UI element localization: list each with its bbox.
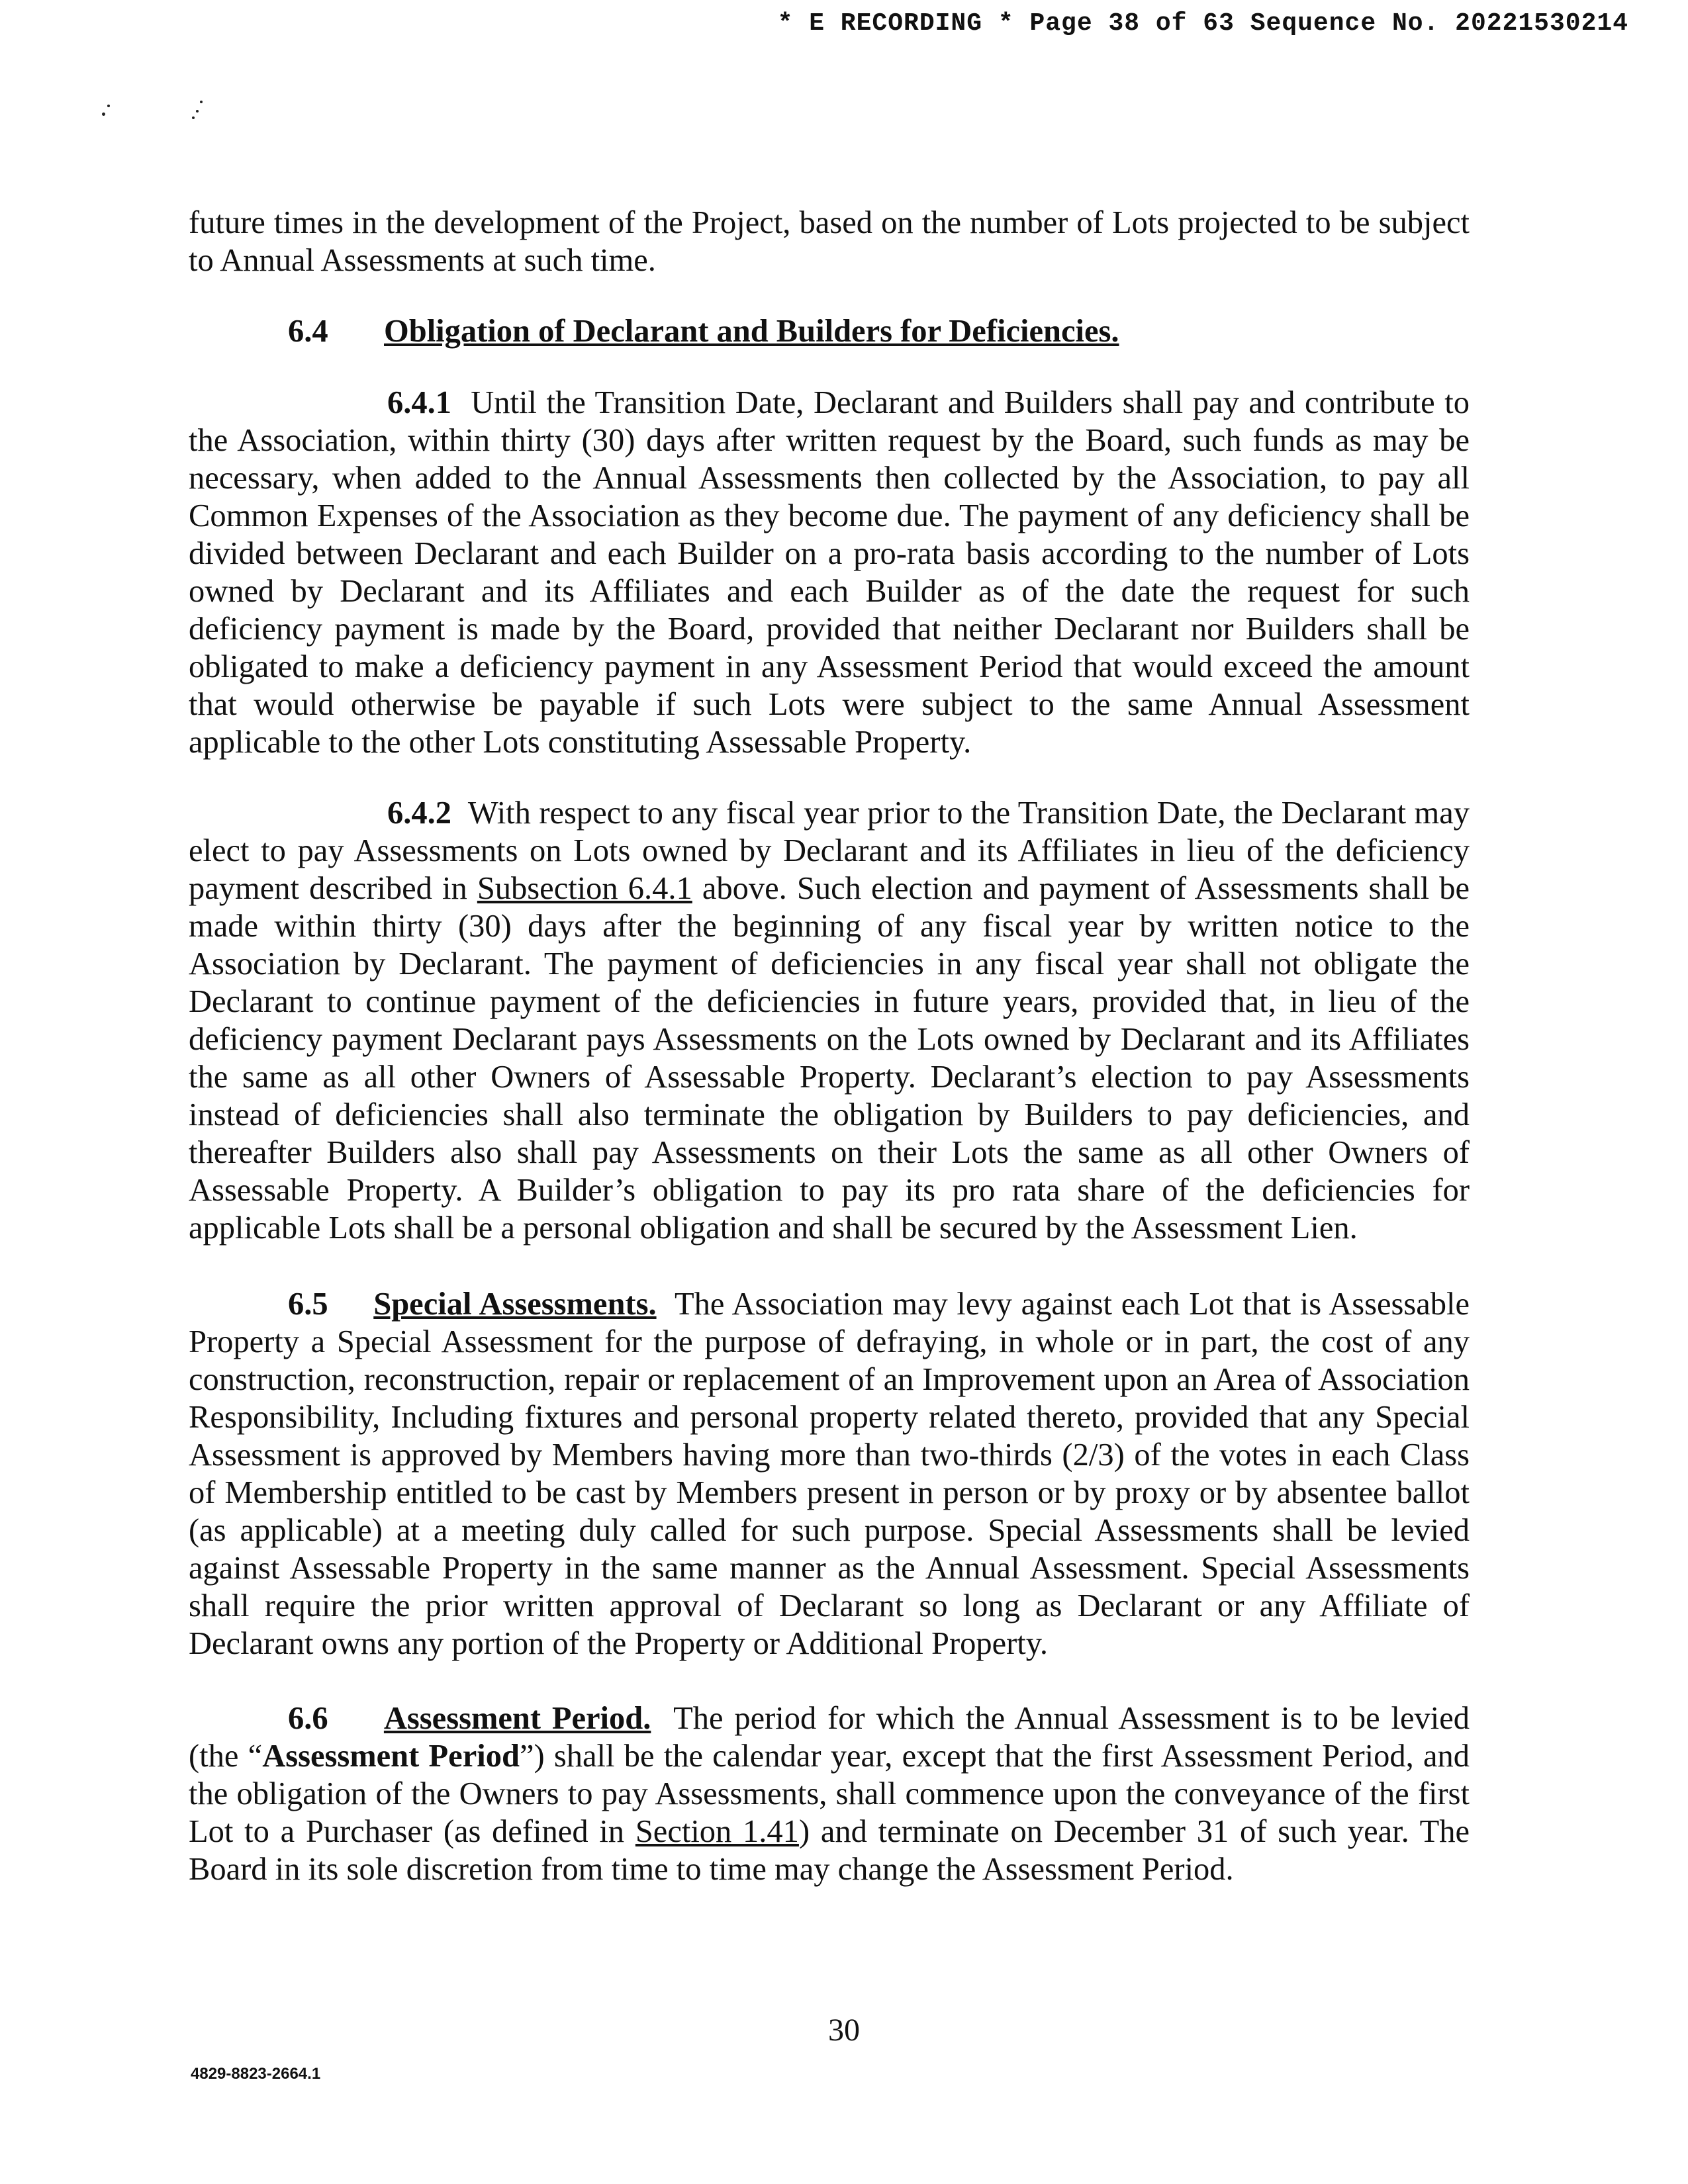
section-6-5-title: Special Assessments. [373,1287,657,1322]
page-number: 30 [828,2013,860,2048]
continuation-text: future times in the development of the Project, based on the number of Lots projected to be subject to Annual Assessments at such time. [189,205,1470,278]
section-6-6-title: Assessment Period. [383,1701,651,1736]
section-1-41-reference: Section 1.41 [635,1814,799,1849]
section-6-4-2-text-after: above. Such election and payment of Assessments shall be made within thirty (30) days after the beginning of any fiscal year by written notice to the Association by Declarant. The payment of deficiencies in any fiscal year shall not obligate the Declarant to continue payment of the deficiencies in future years, provided that, in lieu of the deficiency payment Declarant pays Assessments on the Lots owned by Declarant and its Affiliates the same as all other Owners of Assessable Property. Declarant’s election to pay Assessments instead of deficiencies shall also terminate the obligation by Builders to pay deficiencies, and thereafter Builders also shall pay Assessments on their Lots the same as all other Owners of Assessable Property. A Builder’s obligation to pay its pro rata share of the deficiencies for applicable Lots shall be a personal obligation and shall be secured by the Assessment Lien. [189,871,1470,1246]
speck-mark [102,113,105,116]
recording-header: * E RECORDING * Page 38 of 63 Sequence No. 20221530214 [777,9,1628,38]
section-6-4-2-number: 6.4.2 [387,796,451,831]
assessment-period-defined-term: Assessment Period [262,1739,520,1774]
section-6-6-text-2: ”) shall be the calendar year, except that the first Assessment Period, and the obligation of the Owners to pay Assessments, shall commence upon the conveyance of the first Lot to a Purchaser (as defined in [189,1739,1470,1849]
continuation-paragraph [189,204,1470,279]
subsection-6-4-1-reference: Subsection 6.4.1 [477,871,692,906]
section-6-4-heading [288,312,1119,350]
speck-mark [107,105,110,107]
section-6-4-number: 6.4 [288,314,328,349]
section-6-5-text: The Association may levy against each Lot that is Assessable Property a Special Assessment for the purpose of defraying, in whole or in part, the cost of any construction, reconstruction, repair or replacement of an Improvement upon an Area of Association Responsibility, Including fixtures and personal property related thereto, provided that any Special Assessment is approved by Members having more than two-thirds (2/3) of the votes in each Class of Membership entitled to be cast by Members present in person or by proxy or by absentee ballot (as applicable) at a meeting duly called for such purpose. Special Assessments shall be levied against Assessable Property in the same manner as the Annual Assessment. Special Assessments shall require the prior written approval of Declarant so long as Declarant or any Affiliate of Declarant owns any portion of the Property or Additional Property. [189,1287,1470,1661]
section-6-4-1-paragraph [189,384,1470,761]
section-6-4-2-text-before: With respect to any fiscal year prior to the Transition Date, the Declarant may elect to pay Assessments on Lots owned by Declarant and its Affiliates in lieu of the deficiency payment described in [189,796,1470,906]
document-id: 4829-8823-2664.1 [191,2065,321,2083]
scan-specks [93,93,225,132]
speck-mark [192,116,195,119]
section-6-5-number: 6.5 [288,1287,328,1322]
section-6-4-2-paragraph [189,794,1470,1247]
section-6-6-number: 6.6 [288,1701,328,1736]
section-6-6-paragraph [189,1700,1470,1888]
section-6-4-1-text: Until the Transition Date, Declarant and Builders shall pay and contribute to the Association, within thirty (30) days after written request by the Board, such funds as may be necessary, when added to the Annual Assessments then collected by the Association, to pay all Common Expenses of the Association as they become due. The payment of any deficiency shall be divided between Declarant and each Builder on a pro-rata basis according to the number of Lots owned by Declarant and its Affiliates and each Builder as of the date the request for such deficiency payment is made by the Board, provided that neither Declarant nor Builders shall be obligated to make a deficiency payment in any Assessment Period that would exceed the amount that would otherwise be payable if such Lots were subject to the same Annual Assessment applicable to the other Lots constituting Assessable Property. [189,385,1470,760]
section-6-4-title: Obligation of Declarant and Builders for Deficiencies. [384,314,1119,349]
section-6-4-1-number: 6.4.1 [387,385,451,420]
section-6-6-text-3: ) and terminate on December 31 of such year. The Board in its sole discretion from time to time may change the Assessment Period. [189,1814,1470,1887]
section-6-6-text-1: The period for which the Annual Assessment is to be levied (the “ [189,1701,1470,1774]
speck-mark [196,110,199,113]
speck-mark [200,101,203,103]
section-6-5-paragraph [189,1285,1470,1662]
